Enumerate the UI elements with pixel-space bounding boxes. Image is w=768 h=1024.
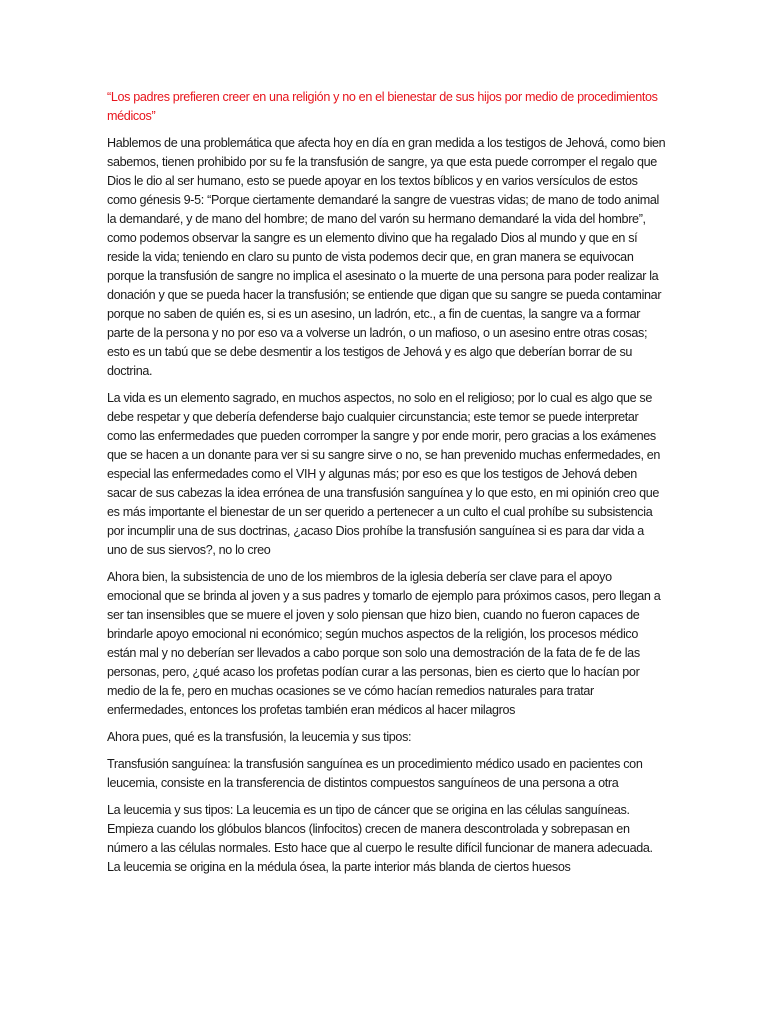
paragraph-2: La vida es un elemento sagrado, en muchos aspectos, no solo en el religioso; por lo cual es algo que se debe respetar y que debería defenderse bajo cualquier circunstancia; este temor se puede interpretar como las enfermedades que pueden corromper la sangre y por ende morir, pero gracias a los exámenes que se hacen a un donante para ver si su sangre sirve o no, se han prevenido muchas enfermedades, en especial las enfermedades como el VIH y algunas más; por eso es que los testigos de Jehová deben sacar de sus cabezas la idea errónea de una transfusión sanguínea y lo que esto, en mi opinión creo que es más importante el bienestar de un ser querido a pertenecer a un culto el cual prohíbe su subsistencia por incumplir una de sus doctrinas, ¿acaso Dios prohíbe la transfusión sanguínea si es para dar vida a uno de sus siervos?, no lo creo xyxy=(107,391,661,557)
paragraph-5: Transfusión sanguínea: la transfusión sanguínea es un procedimiento médico usado en pacientes con leucemia, consiste en la transferencia de distintos compuestos sanguíneos de una persona a otra xyxy=(107,757,643,790)
paragraph-4: Ahora pues, qué es la transfusión, la leucemia y sus tipos: xyxy=(107,730,412,744)
paragraph-3: Ahora bien, la subsistencia de uno de los miembros de la iglesia debería ser clave para el apoyo emocional que se brinda al joven y a sus padres y tomarlo de ejemplo para próximos casos, pero llegan a ser tan insensibles que se muere el joven y solo piensan que hizo bien, cuando no fueron capaces de brindarle apoyo emocional ni económico; según muchos aspectos de la religión, los procesos médico están mal y no deberían ser llevados a cabo porque son solo una demostración de la fata de fe de las personas, pero, ¿qué acaso los profetas podían curar a las personas, bien es cierto que lo hacían por medio de la fe, pero en muchas ocasiones se ve cómo hacían remedios naturales para tratar enfermedades, entonces los profetas también eran médicos al hacer milagros xyxy=(107,570,661,717)
document-page xyxy=(107,88,667,885)
paragraph-1: Hablemos de una problemática que afecta hoy en día en gran medida a los testigos de Jehová, como bien sabemos, tienen prohibido por su fe la transfusión de sangre, ya que esta puede corromper el regalo que Dios le dio al ser humano, esto se puede apoyar en los textos bíblicos y en varios versículos de estos como génesis 9-5: “Porque ciertamente demandaré la sangre de vuestras vidas; de mano de todo animal la demandaré, y de mano del hombre; de mano del varón su hermano demandaré la vida del hombre”, como podemos observar la sangre es un elemento divino que ha regalado Dios al mundo y que en sí reside la vida; teniendo en claro su punto de vista podemos decir que, en gran manera se equivocan porque la transfusión de sangre no implica el asesinato o la muerte de una persona para poder realizar la donación y que se pueda hacer la transfusión; se entiende que digan que su sangre se pueda contaminar porque no saben de quién es, si es un asesino, un ladrón, etc., a fin de cuentas, la sangre va a formar parte de la persona y no por eso va a volverse un ladrón, o un mafioso, o un asesino entre otras cosas; esto es un tabú que se debe desmentir a los testigos de Jehová y es algo que deberían borrar de su doctrina. xyxy=(107,136,666,378)
paragraph-6: La leucemia y sus tipos: La leucemia es un tipo de cáncer que se origina en las células sanguíneas. Empieza cuando los glóbulos blancos (linfocitos) crecen de manera descontrolada y sobrepasan en número a las células normales. Esto hace que al cuerpo le resulte difícil funcionar de manera adecuada. La leucemia se origina en la médula ósea, la parte interior más blanda de ciertos huesos xyxy=(107,803,653,874)
document-title: “Los padres prefieren creer en una religión y no en el bienestar de sus hijos por medio de procedimientos médicos” xyxy=(107,90,658,123)
